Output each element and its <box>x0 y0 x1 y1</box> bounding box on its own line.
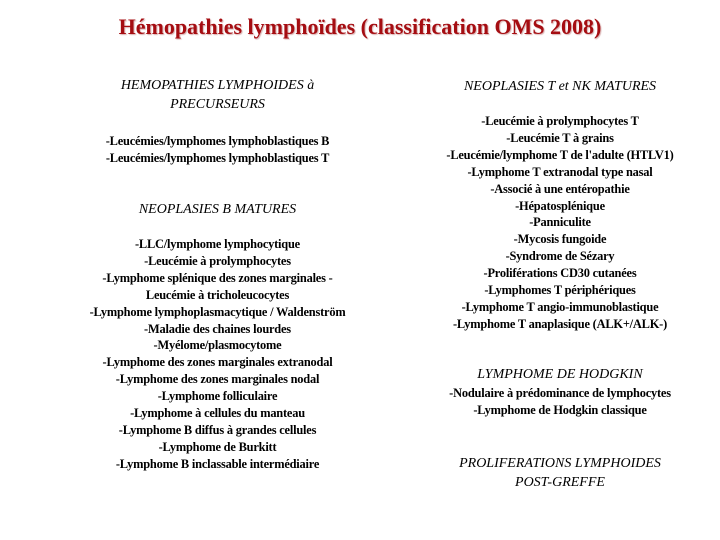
list-item: -Lymphome de Hodgkin classique <box>473 402 647 417</box>
hodgkin-list <box>400 385 720 419</box>
list-item: -Lymphome lymphoplasmacytique / Waldenström <box>89 304 346 319</box>
list-item: -Leucémie/lymphome T de l'adulte (HTLV1) <box>446 147 674 162</box>
b-mature-list <box>40 236 395 473</box>
list-item: -Panniculite <box>529 215 591 230</box>
list-item: -Lymphome T anaplasique (ALK+/ALK-) <box>452 316 668 331</box>
list-item: -Lymphome folliculaire <box>157 389 278 404</box>
list-item: -Leucémies/lymphomes lymphoblastiques B <box>105 134 330 148</box>
list-item: -Hépatosplénique <box>515 198 605 213</box>
heading-line: POST-GREFFE <box>515 475 605 490</box>
list-item: -Lymphome des zones marginales extranodal <box>102 355 333 370</box>
tnk-mature-list <box>400 113 720 333</box>
list-item: Leucémie à tricholeucocytes <box>145 287 290 302</box>
precursors-heading <box>40 76 395 114</box>
list-item: -Lymphome splénique des zones marginales - <box>102 270 333 285</box>
list-item: -Lymphomes T périphériques <box>484 283 636 298</box>
post-graft-heading <box>400 454 720 492</box>
list-item: -Lymphome B diffus à grandes cellules <box>118 422 317 437</box>
list-item: -Lymphome T extranodal type nasal <box>467 164 653 179</box>
tnk-mature-heading: NEOPLASIES T et NK MATURES <box>463 79 657 94</box>
list-item: -Myélome/plasmocytome <box>153 338 282 353</box>
list-item: -Maladie des chaines lourdes <box>144 321 291 336</box>
slide-title: Hémopathies lymphoïdes (classification OMS 2008) <box>118 14 602 39</box>
list-item: -Lymphome de Burkitt <box>158 439 277 454</box>
list-item: -Lymphome à cellules du manteau <box>130 406 305 421</box>
list-item: -Lymphome T angio-immunoblastique <box>461 299 659 314</box>
list-item: -Leucémie à prolymphocytes <box>144 253 291 268</box>
list-item: -Syndrome de Sézary <box>505 249 615 264</box>
heading-line: HEMOPATHIES LYMPHOIDES à <box>120 78 315 93</box>
heading-line: PRECURSEURS <box>170 97 265 112</box>
precursors-list <box>40 133 395 167</box>
hodgkin-heading: LYMPHOME DE HODGKIN <box>477 367 643 382</box>
list-item: -Leucémie T à grains <box>506 130 614 145</box>
b-mature-heading: NEOPLASIES B MATURES <box>138 202 297 217</box>
list-item: -Nodulaire à prédominance de lymphocytes <box>449 386 671 400</box>
list-item: -Associé à une entéropathie <box>490 181 630 196</box>
list-item: -Leucémies/lymphomes lymphoblastiques T <box>105 150 330 165</box>
list-item: -LLC/lymphome lymphocytique <box>135 237 300 251</box>
list-item: -Mycosis fungoide <box>513 232 607 247</box>
heading-line: PROLIFERATIONS LYMPHOIDES <box>459 456 661 471</box>
list-item: -Proliférations CD30 cutanées <box>483 266 637 281</box>
list-item: -Lymphome des zones marginales nodal <box>115 372 320 387</box>
list-item: -Leucémie à prolymphocytes T <box>481 114 639 128</box>
list-item: -Lymphome B inclassable intermédiaire <box>115 456 320 471</box>
